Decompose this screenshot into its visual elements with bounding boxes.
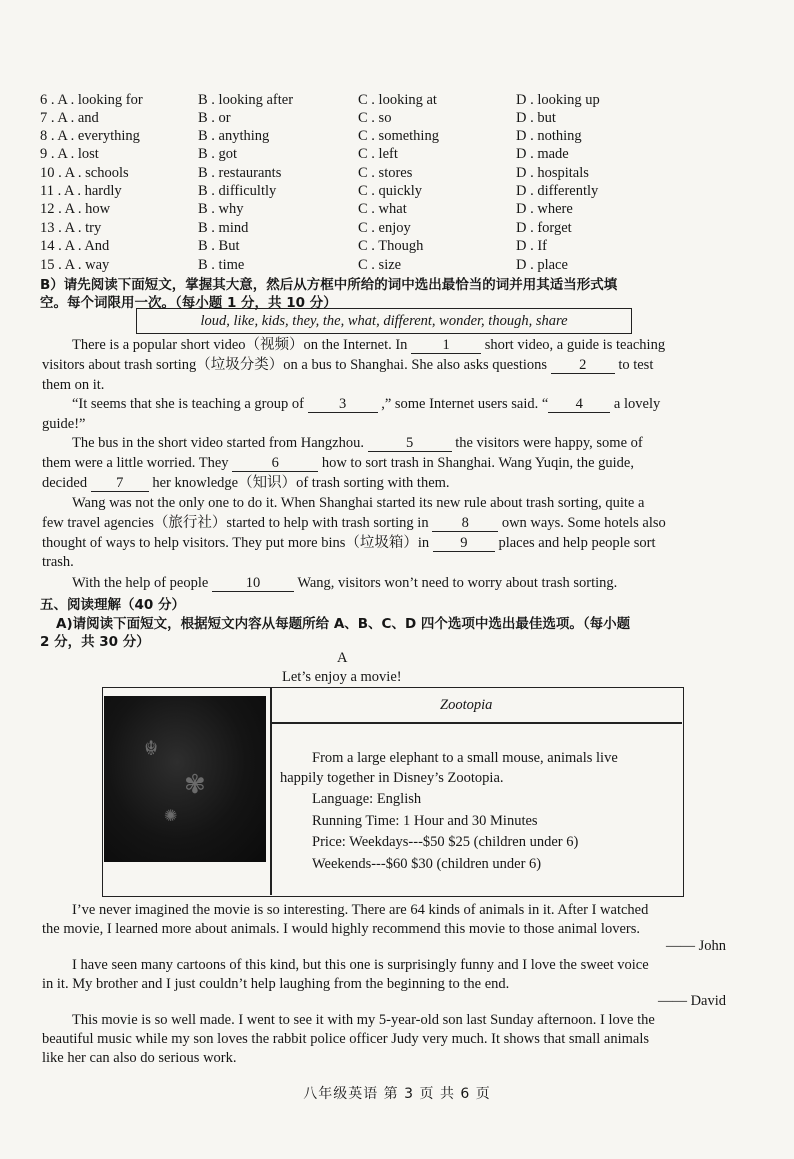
review-signature-david: —— David [657,993,726,1009]
option-a: 12 . A . how [40,201,111,217]
option-d: D . nothing [516,128,582,144]
blank-7[interactable]: 7 [91,475,149,492]
blank-6[interactable]: 6 [232,455,318,472]
section-b-instruction: B）请先阅读下面短文，掌握其大意，然后从方框中所给的词中选出最恰当的词并用其适当形式填 [40,277,618,293]
option-b: B . looking after [198,92,294,108]
option-b: B . difficultly [198,183,277,199]
option-b: B . anything [198,128,270,144]
option-row [40,145,740,163]
option-c: C . left [358,146,398,162]
movie-title: Zootopia [440,697,493,713]
option-c: C . size [358,257,402,273]
option-d: D . hospitals [516,165,589,181]
movie-price-weekdays: Price: Weekdays---$50 $25 (children under 6) [312,834,579,850]
blank-9[interactable]: 9 [433,535,495,552]
option-d: D . looking up [516,92,600,108]
option-d: D . If [516,238,548,254]
option-a: 6 . A . looking for [40,92,143,108]
passage-label: A [337,650,348,666]
poster-animal-icon: ✾ [184,770,206,800]
option-a: 11 . A . hardly [40,183,122,199]
blank-8[interactable]: 8 [432,515,498,532]
option-c: C . something [358,128,439,144]
blank-2[interactable]: 2 [551,357,615,374]
option-b: B . But [198,238,240,254]
option-d: D . made [516,146,569,162]
option-row [40,219,740,237]
option-row [40,182,740,200]
option-d: D . where [516,201,573,217]
option-c: C . stores [358,165,413,181]
movie-language: Language: English [312,791,422,807]
option-row [40,237,740,255]
option-d: D . differently [516,183,599,199]
page-footer: 八年级英语 第 3 页 共 6 页 [303,1086,491,1102]
passage-paragraph-5: With the help of people 10 Wang, visitors won’t need to worry about trash sorting. [72,575,618,591]
review-parent: This movie is so well made. I went to see it with my 5-year-old son last Sunday afternoon. I love the beautiful music while my son loves the rabbit police officer Judy very much. It shows that small animals like her can also do serious work. [42,1012,655,1066]
movie-price-weekends: Weekends---$60 $30 (children under 6) [312,856,542,872]
movie-description: From a large elephant to a small mouse, animals live [312,750,618,766]
movie-running-time: Running Time: 1 Hour and 30 Minutes [312,813,538,829]
option-row [40,164,740,182]
section-five-instruction-cont: 2 分，共 30 分） [40,634,150,650]
option-b: B . time [198,257,245,273]
option-c: C . Though [358,238,424,254]
option-d: D . but [516,110,556,126]
option-row [40,127,740,145]
option-a: 7 . A . and [40,110,99,126]
passage-heading: Let’s enjoy a movie! [282,669,402,685]
passage-paragraph-3: The bus in the short video started from Hangzhou. 5 the visitors were happy, some of them were a little worried. They 6 how to sort trash in Shanghai. Wang Yuqin, the guide, decided 7 her knowledge（知识）of trash sorting with them. [42,435,643,491]
option-c: C . enjoy [358,220,411,236]
blank-1[interactable]: 1 [411,337,481,354]
passage-paragraph-2: “It seems that she is teaching a group of 3 ,” some Internet users said. “ 4 a lovely guide!” [42,396,661,432]
poster-figure-icon: ☬ [144,736,159,760]
option-a: 14 . A . And [40,238,110,254]
option-b: B . mind [198,220,249,236]
option-c: C . looking at [358,92,437,108]
blank-4[interactable]: 4 [548,396,610,413]
option-b: B . restaurants [198,165,282,181]
option-a: 9 . A . lost [40,146,99,162]
blank-5[interactable]: 5 [368,435,452,452]
table-divider-vertical [270,687,272,895]
review-signature-john: —— John [665,938,726,954]
blank-10[interactable]: 10 [212,575,294,592]
option-row [40,256,740,274]
option-a: 8 . A . everything [40,128,140,144]
option-b: B . or [198,110,231,126]
option-a: 13 . A . try [40,220,102,236]
option-b: B . why [198,201,244,217]
section-b-instruction-cont: 空。每个词限用一次。（每小题 1 分，共 10 分） [40,295,337,311]
poster-mark-icon: ✺ [164,806,178,825]
passage-paragraph-4: Wang was not the only one to do it. When Shanghai started its new rule about trash sorting, quite a few travel agencies（旅行社）started to help with trash sorting in 8 own ways. Some hotels also thought of ways to help visitors. They put more bins（垃圾箱）in 9 places and help people sort trash. [42,495,666,571]
option-b: B . got [198,146,238,162]
option-d: D . place [516,257,568,273]
word-box: loud, like, kids, they, the, what, different, wonder, though, share [136,308,632,334]
review-john: I’ve never imagined the movie is so interesting. There are 64 kinds of animals in it. After I watched the movie, I learned more about animals. I would highly recommend this movie to those animal lovers. [42,902,649,937]
movie-description-cont: happily together in Disney’s Zootopia. [280,770,504,786]
option-c: C . so [358,110,392,126]
section-five-instruction: A)请阅读下面短文，根据短文内容从每题所给 A、B、C、D 四个选项中选出最佳选项。（每小题 [56,616,631,632]
movie-poster-image [104,696,266,862]
review-david: I have seen many cartoons of this kind, but this one is surprisingly funny and I love the sweet voice in it. My brother and I just couldn’t help laughing from the beginning to the end. [42,957,649,992]
option-row [40,109,740,127]
table-divider-horizontal [270,722,682,724]
section-five-title: 五、阅读理解（40 分） [40,597,185,613]
option-a: 10 . A . schools [40,165,129,181]
blank-3[interactable]: 3 [308,396,378,413]
option-row [40,91,740,109]
passage-paragraph-1: There is a popular short video（视频）on the Internet. In 1 short video, a guide is teaching visitors about trash sorting（垃圾分类）on a bus to Shanghai. She also asks questions 2 to test them on it. [42,337,666,393]
option-a: 15 . A . way [40,257,110,273]
option-row [40,200,740,218]
option-c: C . what [358,201,407,217]
option-c: C . quickly [358,183,423,199]
option-d: D . forget [516,220,572,236]
